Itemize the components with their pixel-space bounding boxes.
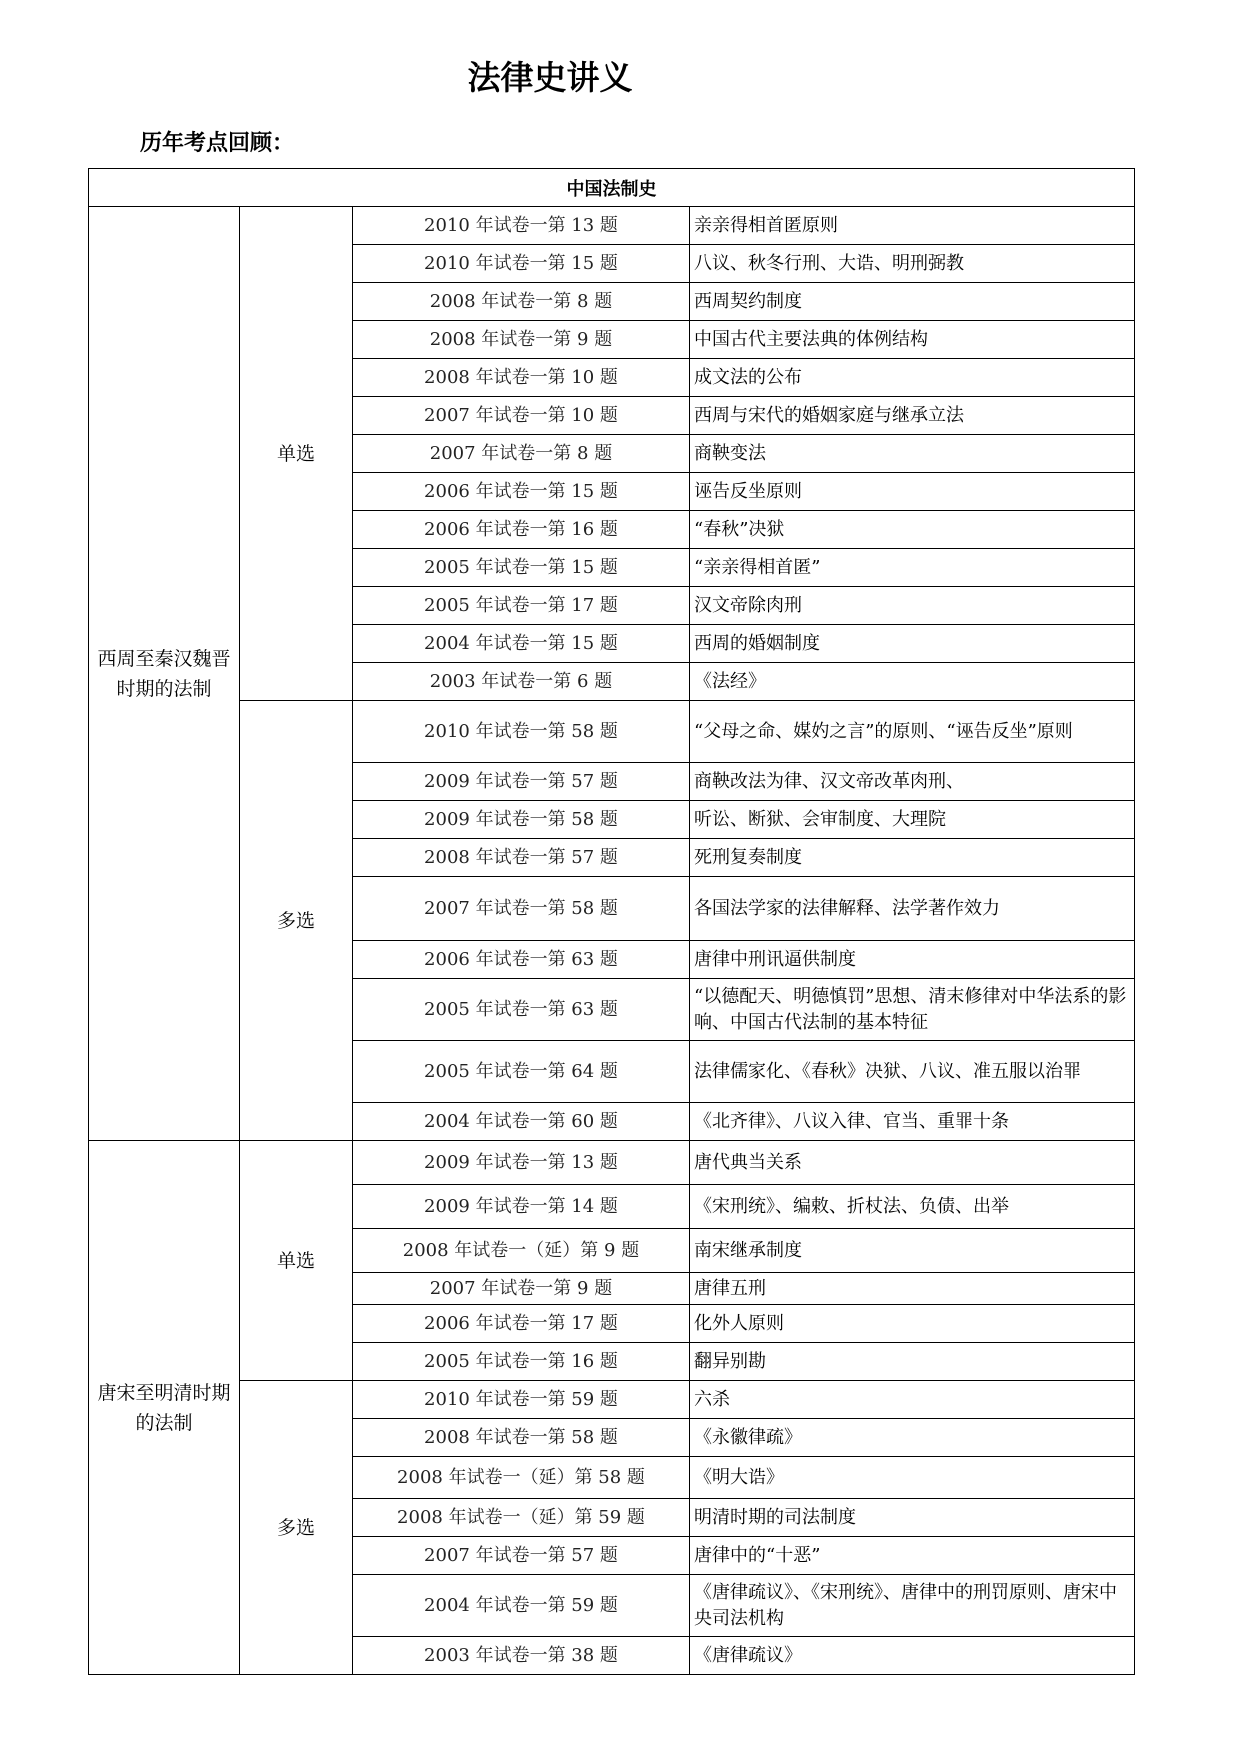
topic-cell: 《唐律疏议》 (690, 1637, 1135, 1675)
exam-reference-cell: 2008 年试卷一第 57 题 (353, 839, 690, 877)
topic-cell: “春秋”决狱 (690, 511, 1135, 549)
exam-reference-cell: 2003 年试卷一第 6 题 (353, 663, 690, 701)
topic-cell: 南宋继承制度 (690, 1229, 1135, 1273)
exam-reference-cell: 2008 年试卷一第 10 题 (353, 359, 690, 397)
exam-reference-cell: 2010 年试卷一第 59 题 (353, 1381, 690, 1419)
topic-cell: 西周与宋代的婚姻家庭与继承立法 (690, 397, 1135, 435)
topic-cell: “父母之命、媒妁之言”的原则、“诬告反坐”原则 (690, 701, 1135, 763)
exam-reference-cell: 2010 年试卷一第 58 题 (353, 701, 690, 763)
exam-reference-cell: 2007 年试卷一第 9 题 (353, 1273, 690, 1305)
exam-reference-cell: 2008 年试卷一（延）第 9 题 (353, 1229, 690, 1273)
topic-cell: 翻异别勘 (690, 1343, 1135, 1381)
exam-reference-cell: 2007 年试卷一第 10 题 (353, 397, 690, 435)
topic-cell: 《明大诰》 (690, 1457, 1135, 1499)
exam-reference-cell: 2007 年试卷一第 57 题 (353, 1537, 690, 1575)
topic-cell: 六杀 (690, 1381, 1135, 1419)
question-type-cell: 多选 (240, 1381, 353, 1675)
exam-reference-cell: 2006 年试卷一第 63 题 (353, 941, 690, 979)
exam-reference-cell: 2003 年试卷一第 38 题 (353, 1637, 690, 1675)
topic-cell: 唐律五刑 (690, 1273, 1135, 1305)
exam-reference-cell: 2005 年试卷一第 63 题 (353, 979, 690, 1041)
topic-cell: 商鞅改法为律、汉文帝改革肉刑、 (690, 763, 1135, 801)
topic-cell: 死刑复奏制度 (690, 839, 1135, 877)
table-header: 中国法制史 (89, 169, 1135, 207)
topic-cell: 化外人原则 (690, 1305, 1135, 1343)
exam-reference-cell: 2009 年试卷一第 58 题 (353, 801, 690, 839)
exam-reference-cell: 2010 年试卷一第 13 题 (353, 207, 690, 245)
topic-cell: 法律儒家化、《春秋》决狱、八议、准五服以治罪 (690, 1041, 1135, 1103)
topic-cell: 听讼、断狱、会审制度、大理院 (690, 801, 1135, 839)
table-row (89, 1141, 1135, 1185)
topic-cell: 《宋刑统》、编敕、折杖法、负债、出举 (690, 1185, 1135, 1229)
exam-reference-cell: 2005 年试卷一第 17 题 (353, 587, 690, 625)
topic-cell: 《永徽律疏》 (690, 1419, 1135, 1457)
table-body (89, 207, 1135, 1675)
topic-cell: 各国法学家的法律解释、法学著作效力 (690, 877, 1135, 941)
topic-cell: 诬告反坐原则 (690, 473, 1135, 511)
topic-cell: 唐律中的“十恶” (690, 1537, 1135, 1575)
question-type-cell: 单选 (240, 1141, 353, 1381)
topic-cell: 明清时期的司法制度 (690, 1499, 1135, 1537)
topic-cell: 商鞅变法 (690, 435, 1135, 473)
exam-reference-cell: 2006 年试卷一第 17 题 (353, 1305, 690, 1343)
exam-reference-cell: 2010 年试卷一第 15 题 (353, 245, 690, 283)
page-title: 法律史讲义 (467, 58, 633, 97)
topic-cell: 八议、秋冬行刑、大诰、明刑弼教 (690, 245, 1135, 283)
exam-reference-cell: 2009 年试卷一第 13 题 (353, 1141, 690, 1185)
topic-cell: 中国古代主要法典的体例结构 (690, 321, 1135, 359)
question-type-cell: 多选 (240, 701, 353, 1141)
exam-reference-cell: 2009 年试卷一第 14 题 (353, 1185, 690, 1229)
topic-cell: 《北齐律》、八议入律、官当、重罪十条 (690, 1103, 1135, 1141)
exam-points-table (88, 168, 1135, 1675)
exam-reference-cell: 2008 年试卷一第 9 题 (353, 321, 690, 359)
topic-cell: 亲亲得相首匿原则 (690, 207, 1135, 245)
exam-reference-cell: 2007 年试卷一第 58 题 (353, 877, 690, 941)
exam-reference-cell: 2005 年试卷一第 64 题 (353, 1041, 690, 1103)
exam-reference-cell: 2008 年试卷一第 58 题 (353, 1419, 690, 1457)
exam-reference-cell: 2005 年试卷一第 15 题 (353, 549, 690, 587)
exam-reference-cell: 2004 年试卷一第 15 题 (353, 625, 690, 663)
exam-reference-cell: 2006 年试卷一第 16 题 (353, 511, 690, 549)
exam-reference-cell: 2008 年试卷一（延）第 59 题 (353, 1499, 690, 1537)
topic-cell: 唐律中刑讯逼供制度 (690, 941, 1135, 979)
period-cell: 唐宋至明清时期的法制 (89, 1141, 240, 1675)
exam-reference-cell: 2007 年试卷一第 8 题 (353, 435, 690, 473)
exam-reference-cell: 2005 年试卷一第 16 题 (353, 1343, 690, 1381)
topic-cell: 《法经》 (690, 663, 1135, 701)
section-subtitle: 历年考点回顾： (140, 131, 295, 156)
exam-reference-cell: 2008 年试卷一第 8 题 (353, 283, 690, 321)
topic-cell: “以德配天、明德慎罚”思想、清末修律对中华法系的影响、中国古代法制的基本特征 (690, 979, 1135, 1041)
topic-cell: 成文法的公布 (690, 359, 1135, 397)
topic-cell: 唐代典当关系 (690, 1141, 1135, 1185)
exam-reference-cell: 2004 年试卷一第 59 题 (353, 1575, 690, 1637)
topic-cell: 汉文帝除肉刑 (690, 587, 1135, 625)
question-type-cell: 单选 (240, 207, 353, 701)
topic-cell: 《唐律疏议》、《宋刑统》、唐律中的刑罚原则、唐宋中央司法机构 (690, 1575, 1135, 1637)
exam-reference-cell: 2009 年试卷一第 57 题 (353, 763, 690, 801)
topic-cell: 西周契约制度 (690, 283, 1135, 321)
table-row (89, 1381, 1135, 1419)
topic-cell: 西周的婚姻制度 (690, 625, 1135, 663)
exam-reference-cell: 2006 年试卷一第 15 题 (353, 473, 690, 511)
topic-cell: “亲亲得相首匿” (690, 549, 1135, 587)
table-row (89, 207, 1135, 245)
period-cell: 西周至秦汉魏晋时期的法制 (89, 207, 240, 1141)
exam-reference-cell: 2004 年试卷一第 60 题 (353, 1103, 690, 1141)
exam-reference-cell: 2008 年试卷一（延）第 58 题 (353, 1457, 690, 1499)
table-row (89, 701, 1135, 763)
table-header-row (89, 169, 1135, 207)
